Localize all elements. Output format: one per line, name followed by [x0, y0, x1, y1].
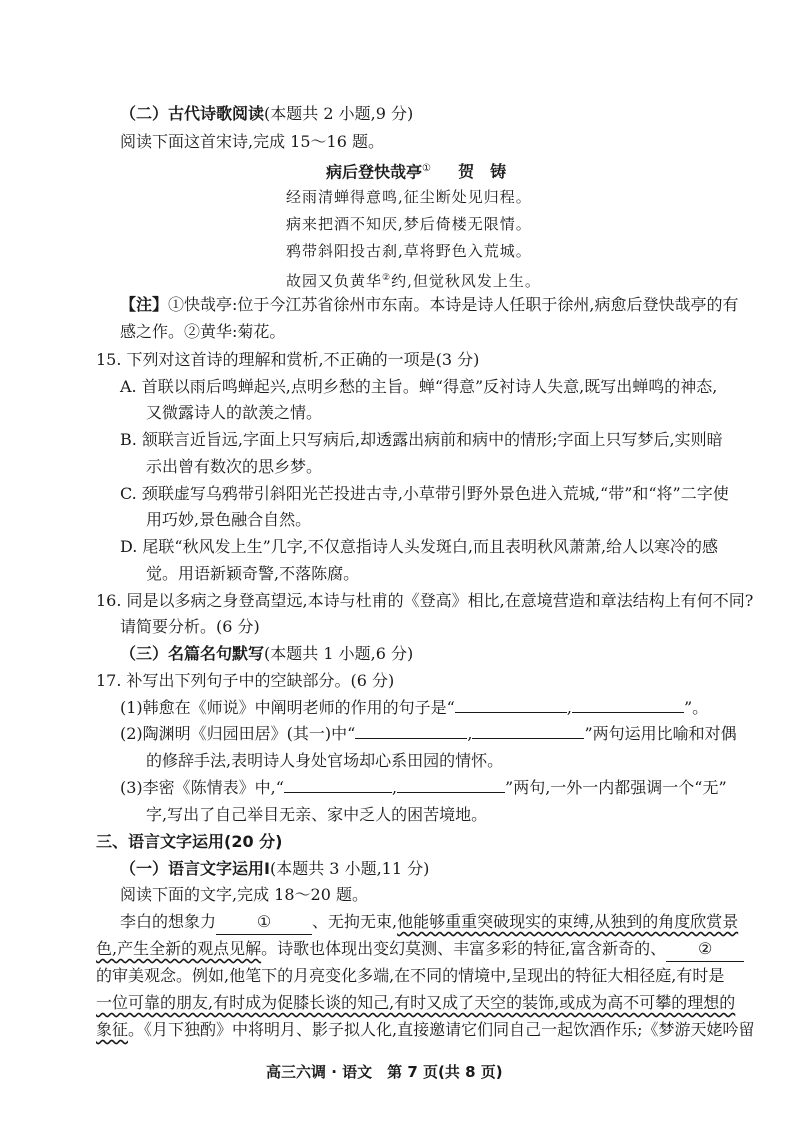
prompt-text: (3)李密《陈情表》中,“	[120, 778, 284, 797]
answer-blank[interactable]	[397, 776, 505, 793]
section-heading-note: (本题共 2 小题,9 分)	[264, 104, 414, 123]
subsection-heading-title: （一）语言文字运用Ⅰ	[120, 859, 270, 878]
poem-footnote-mark: ②	[382, 273, 392, 283]
section-heading-famous-quotes	[120, 642, 413, 666]
poem-line: 经雨清蝉得意鸣,征尘断处见归程。	[286, 188, 532, 206]
passage-line-1	[120, 910, 738, 935]
option-b-line-1: B. 颔联言近旨远,字面上只写病后,却透露出病前和病中的情形;字面上只写梦后,实则暗	[120, 430, 723, 449]
note-line-1	[120, 293, 739, 317]
question-15-stem: 15. 下列对这首诗的理解和赏析,不正确的一项是(3 分)	[96, 350, 480, 369]
wavy-underlined-text: 色,产生全新的观点见解	[96, 939, 262, 958]
poem-title-line	[326, 157, 506, 184]
section-heading-note: (本题共 1 小题,6 分)	[264, 644, 414, 663]
passage-blank-1[interactable]: ①	[216, 910, 312, 935]
instruction-text: 阅读下面的文字,完成 18～20 题。	[120, 885, 368, 904]
wavy-underlined-text: 象征	[96, 1020, 129, 1039]
question-17-part-3-line-2: 字,写出了自己举目无亲、家中乏人的困苦境地。	[146, 805, 488, 824]
question-17-part-3	[120, 776, 727, 800]
question-17-part-2-line-2: 的修辞手法,表明诗人身处官场却心系田园的情怀。	[146, 751, 504, 770]
option-b-line-2: 示出曾有数次的思乡梦。	[146, 457, 323, 476]
answer-blank[interactable]	[472, 722, 584, 739]
section-heading-title: （三）名篇名句默写	[120, 644, 265, 663]
section-heading-ancient-poetry	[120, 102, 413, 126]
separator: ,	[391, 778, 398, 797]
poem-line	[286, 266, 541, 293]
passage-line-2	[96, 937, 744, 962]
poem-title-footnote-mark: ①	[422, 163, 431, 174]
poem-author: 贺 铸	[458, 162, 507, 182]
passage-line-3: 的审美观念。例如,他笔下的月亮变化多端,在不同的情境中,呈现出的特征大相径庭,有时是	[96, 966, 725, 985]
part-3-heading: 三、语言文字运用(20 分)	[96, 832, 283, 851]
poem-line-part: 约,但觉秋风发上生。	[391, 272, 541, 290]
answer-blank[interactable]	[355, 722, 467, 739]
passage-line-5	[96, 1018, 755, 1042]
wavy-underlined-text: 一位可靠的朋友,有时成为促膝长谈的知己,有时又成了天空的装饰,或成为高不可攀的理想的	[96, 993, 736, 1012]
poem-line: 鸦带斜阳投古刹,草将野色入荒城。	[286, 242, 532, 260]
wavy-underlined-text: 他能够重重突破现实的束缚,从独到的角度欣赏景	[397, 912, 739, 931]
question-17-part-1	[120, 696, 708, 720]
separator: ,	[566, 698, 572, 717]
answer-blank[interactable]	[455, 696, 567, 713]
option-c-line-1: C. 颈联虚写乌鸦带引斜阳光芒投进古寺,小草带引野外景色进入荒城,“带”和“将”二字使	[120, 484, 729, 503]
poem-line: 病来把酒不知厌,梦后倚楼无限情。	[286, 215, 532, 233]
question-16-line-1: 16. 同是以多病之身登高望远,本诗与杜甫的《登高》相比,在意境营造和章法结构上有何不同?	[96, 591, 754, 610]
note-text: ①快哉亭:位于今江苏省徐州市东南。本诗是诗人任职于徐州,病愈后登快哉亭的有	[168, 295, 739, 314]
poem-line-part: 故园又负黄华	[286, 272, 383, 290]
separator: ,	[467, 724, 473, 743]
prompt-text: (2)陶渊明《归园田居》(其一)中“	[120, 724, 356, 743]
prompt-text: ”。	[683, 698, 709, 717]
instruction-text: 阅读下面这首宋诗,完成 15～16 题。	[120, 132, 384, 151]
passage-text: 。《月下独酌》中将明月、影子拟人化,直接邀请它们同自己一起饮酒作乐;《梦游天姥吟留	[128, 1020, 755, 1039]
note-line-2: 感之作。②黄华:菊花。	[120, 322, 286, 341]
question-16-line-2: 请简要分析。(6 分)	[120, 617, 260, 636]
poem-title: 病后登快哉亭	[326, 162, 423, 182]
option-a-line-1: A. 首联以雨后鸣蝉起兴,点明乡愁的主旨。蝉“得意”反衬诗人失意,既写出蝉鸣的神态,	[120, 377, 718, 396]
option-a-line-2: 又微露诗人的歆羡之情。	[146, 403, 323, 422]
option-d-line-1: D. 尾联“秋风发上生”几字,不仅意指诗人头发斑白,而且表明秋风萧萧,给人以寒冷的感	[120, 537, 719, 556]
answer-blank[interactable]	[284, 776, 392, 793]
section-heading-title: （二）古代诗歌阅读	[120, 104, 265, 123]
passage-text: 李白的想象力	[120, 912, 217, 931]
option-d-line-2: 觉。用语新颖奇警,不落陈腐。	[146, 564, 360, 583]
note-label: 【注】	[120, 295, 169, 314]
prompt-text: ”两句运用比喻和对偶	[584, 724, 737, 743]
question-17-part-2	[120, 722, 737, 746]
passage-blank-2[interactable]: ②	[666, 937, 744, 962]
subsection-heading	[120, 857, 429, 881]
passage-text: 。诗歌也体现出变幻莫测、丰富多彩的特征,富含新奇的、	[261, 939, 667, 958]
question-17-stem: 17. 补写出下列句子中的空缺部分。(6 分)	[96, 671, 395, 690]
passage-text: 、无拘无束,	[312, 912, 398, 931]
option-c-line-2: 用巧妙,景色融合自然。	[146, 510, 312, 529]
prompt-text: ”两句,一外一内都强调一个“无”	[505, 778, 727, 797]
page-footer: 高三六调 · 语文 第 7 页(共 8 页)	[266, 1063, 503, 1081]
answer-blank[interactable]	[572, 696, 684, 713]
subsection-heading-note: (本题共 3 小题,11 分)	[269, 859, 430, 878]
passage-line-4	[96, 991, 735, 1015]
prompt-text: (1)韩愈在《师说》中阐明老师的作用的句子是“	[120, 698, 455, 717]
